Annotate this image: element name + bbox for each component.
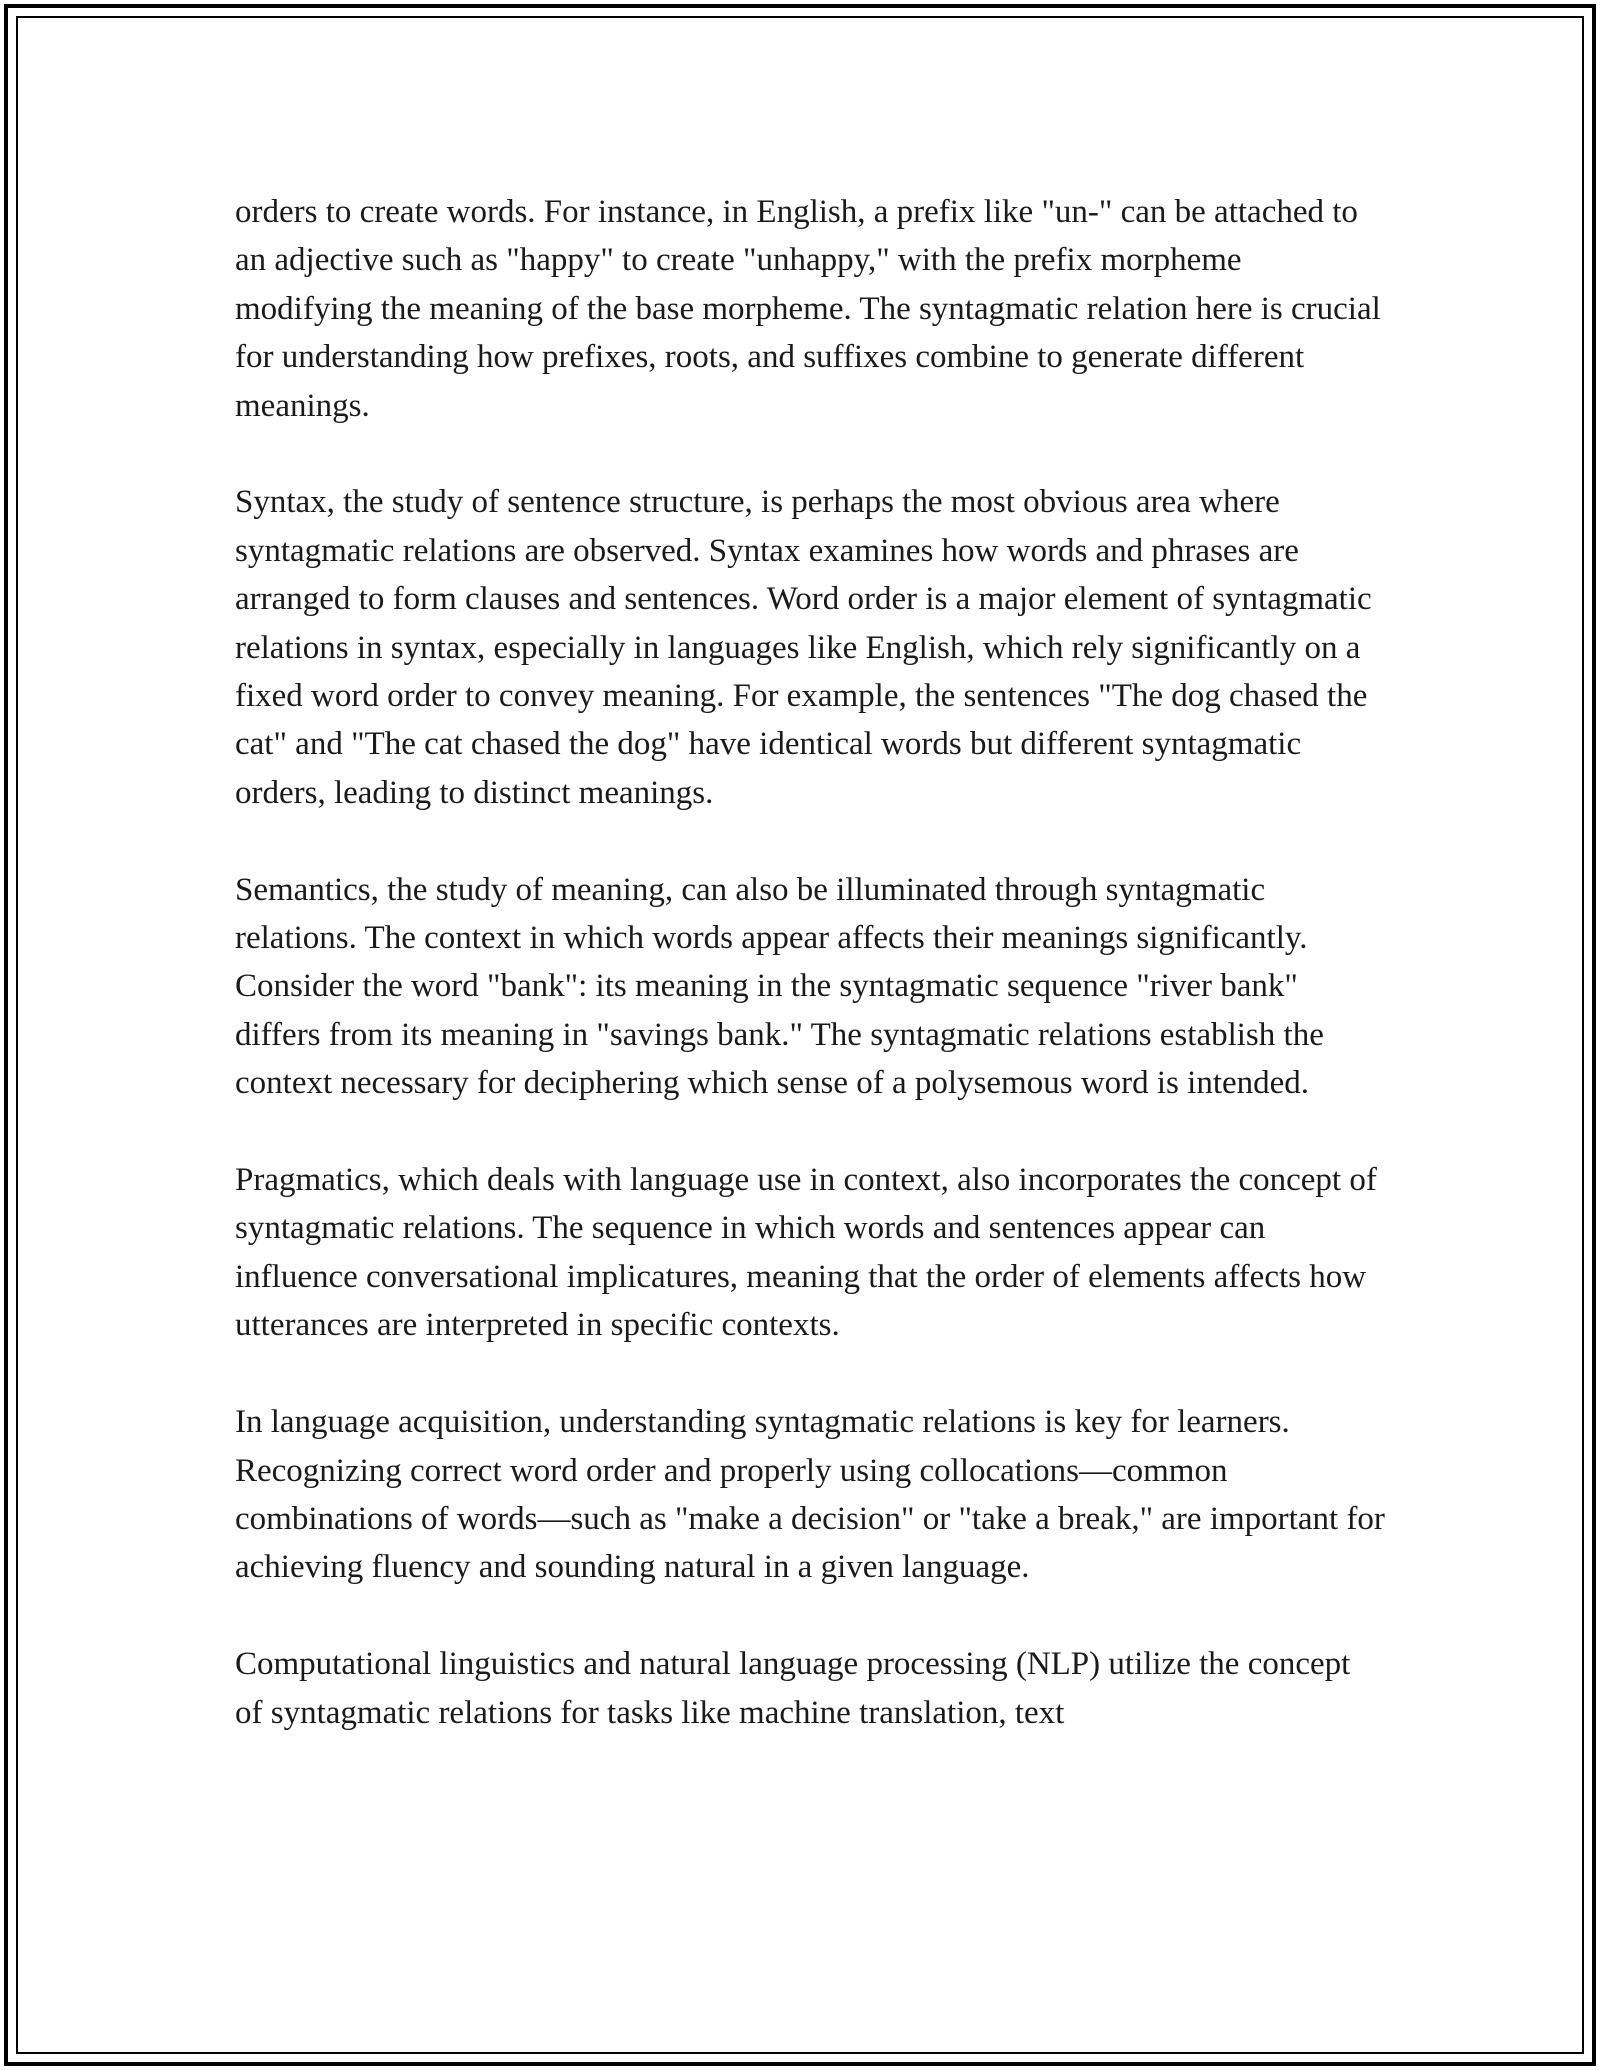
paragraph-pragmatics: Pragmatics, which deals with language use in context, also incorporates the concept of syntagmatic relations. The sequence in which words and sentences appear can influence conversational implicatures, meaning that the order of elements affects how utterances are interpreted in specific contexts. — [235, 1162, 1377, 1344]
paragraph-syntax: Syntax, the study of sentence structure, is perhaps the most obvious area where syntagmatic relations are observed. Syntax examines how words and phrases are arranged to form clauses and sentences. Word order is a major element of syntagmatic relations in syntax, especially in languages like English, which rely significantly on a fixed word order to convey meaning. For example, the sentences "The dog chased the cat" and "The cat chased the dog" have identical words but different syntagmatic orders, leading to distinct meanings. — [235, 484, 1372, 811]
paragraph-language-acquisition: In language acquisition, understanding syntagmatic relations is key for learners. Recognizing correct word order and properly using collocations—common combinations of words—such as "make a decision" or "take a break," are important for achieving fluency and sounding natural in a given language. — [235, 1404, 1385, 1586]
paragraph-computational-linguistics: Computational linguistics and natural language processing (NLP) utilize the concept of syntagmatic relations for tasks like machine translation, text — [235, 1646, 1351, 1731]
paragraph-semantics: Semantics, the study of meaning, can also be illuminated through syntagmatic relations. The context in which words appear affects their meanings significantly. Consider the word "bank": its meaning in the syntagmatic sequence "river bank" differs from its meaning in "savings bank." The syntagmatic relations establish the context necessary for deciphering which sense of a polysemous word is intended. — [235, 871, 1324, 1102]
paragraph-morphology: orders to create words. For instance, in English, a prefix like "un-" can be attached to an adjective such as "happy" to create "unhappy," with the prefix morpheme modifying the meaning of the base morpheme. The syntagmatic relation here is crucial for understanding how prefixes, roots, and suffixes combine to generate different meanings. — [235, 194, 1381, 424]
document-body — [235, 188, 1385, 1737]
